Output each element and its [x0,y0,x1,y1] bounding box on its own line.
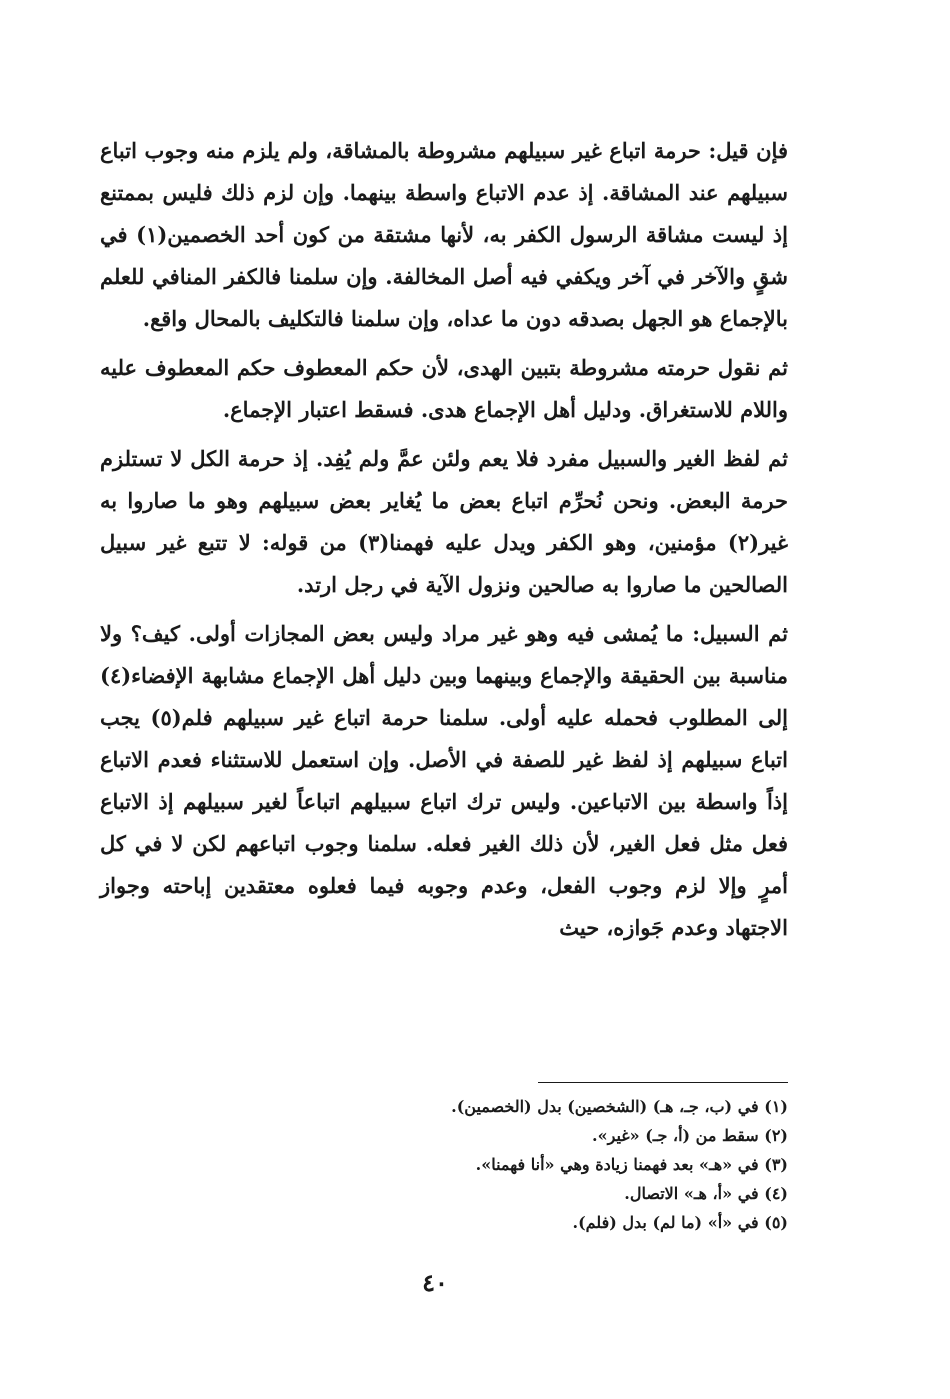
paragraph-2: ثم نقول حرمته مشروطة بتبين الهدى، لأن حكم المعطوف حكم المعطوف عليه واللام للاستغراق. ودليل أهل الإجماع هدى. فسقط اعتبار الإجماع. [100,355,788,422]
paragraph-1: فإن قيل: حرمة اتباع غير سبيلهم مشروطة بالمشاقة، ولم يلزم منه وجوب اتباع سبيلهم عند المشاقة. إذ عدم الاتباع واسطة بينهما. وإن لزم ذلك فليس بممتنع إذ ليست مشاقة الرسول الكفر به، لأنها مشتقة من كون أحد الخصمين(١) في شقٍ والآخر في آخر ويكفي فيه أصل المخالفة. وإن سلمنا فالكفر المنافي للعلم بالإجماع هو الجهل بصدقه دون ما عداه، وإن سلمنا فالتكليف بالمحال واقع. [100,138,788,331]
paragraph-3: ثم لفظ الغير والسبيل مفرد فلا يعم ولئن عمَّ ولم يُفِد. إذ حرمة الكل لا تستلزم حرمة البعض. ونحن نُحرِّم اتباع بعض ما يُغاير بعض سبيلهم وهو ما صاروا به غير(٢) مؤمنين، وهو الكفر ويدل عليه فهمنا(٣) من قوله: لا تتبع غير سبيل الصالحين ما صاروا به صالحين ونزول الآية في رجل ارتد. [100,446,788,597]
footnote-separator [538,1082,788,1083]
page-number: ٤٠ [422,1268,448,1297]
footnote-1: (١) في (ب، جـ، هـ) (الشخصين) بدل (الخصمين). [451,1097,788,1116]
paragraph-4: ثم السبيل: ما يُمشى فيه وهو غير مراد وليس بعض المجازات أولى. كيف؟ ولا مناسبة بين الحقيقة والإجماع وبينهما وبين دليل أهل الإجماع مشابهة الإفضاء(٤) إلى المطلوب فحمله عليه أولى. سلمنا حرمة اتباع غير سبيلهم فلم(٥) يجب اتباع سبيلهم إذ لفظ غير للصفة في الأصل. وإن استعمل للاستثناء فعدم الاتباع إذاً واسطة بين الاتباعين. وليس ترك اتباع سبيلهم اتباعاً لغير سبيلهم إذ الاتباع فعل مثل فعل الغير، لأن ذلك الغير فعله. سلمنا وجوب اتباعهم لكن لا في كل أمرٍ وإلا لزم وجوب الفعل، وعدم وجوبه فيما فعلوه معتقدين إباحته وجواز الاجتهاد وعدم جَوازه، حيث [100,621,788,940]
main-text-body [100,130,788,956]
footnote-5: (٥) في «أ» (ما لم) بدل (فلم). [572,1213,788,1232]
footnotes [100,1092,788,1237]
footnote-4: (٤) في «أ، هـ» الاتصال. [624,1184,788,1203]
footnote-3: (٣) في «هـ» بعد فهمنا زيادة وهي «أنا فهمنا». [475,1155,788,1174]
footnote-2: (٢) سقط من (أ، جـ) «غير». [592,1126,788,1145]
